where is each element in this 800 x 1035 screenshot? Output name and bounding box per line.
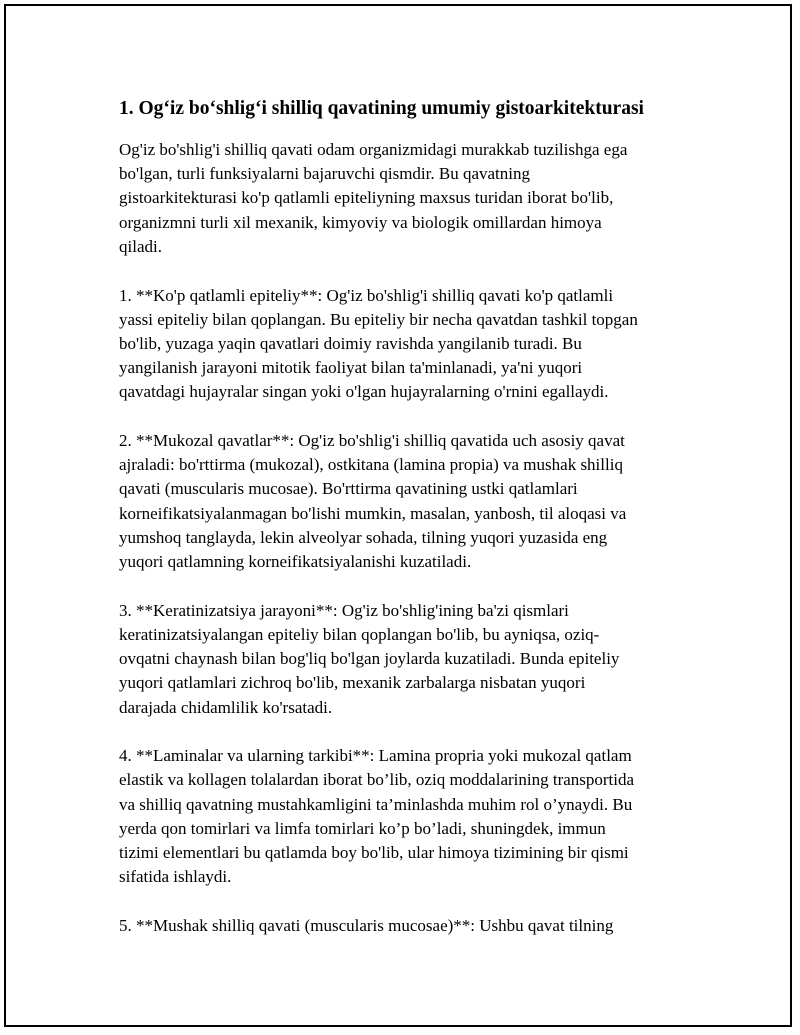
paragraph-item-1 — [119, 284, 689, 405]
text-line: ovqatni chaynash bilan bog'liq bo'lgan joylarda kuzatiladi. Bunda epiteliy — [119, 649, 620, 669]
text-line: yuqori qatlamning korneifikatsiyalanishi kuzatiladi. — [119, 552, 472, 572]
paragraph-item-4 — [119, 744, 689, 889]
text-line: yumshoq tanglayda, lekin alveolyar sohada, tilning yuqori yuzasida eng — [119, 527, 608, 547]
text-line: 2. **Mukozal qavatlar**: Og'iz bo'shlig'i shilliq qavatida uch asosiy qavat — [119, 431, 625, 451]
text-line: qavatdagi hujayralar singan yoki o'lgan hujayralarning o'rnini egallaydi. — [119, 382, 609, 402]
text-line: keratinizatsiyalangan epiteliy bilan qoplangan bo'lib, bu ayniqsa, oziq- — [119, 624, 600, 644]
text-line: Og'iz bo'shlig'i shilliq qavati odam organizmidagi murakkab tuzilishga ega — [119, 140, 628, 159]
text-line: bo'lib, yuzaga yaqin qavatlari doimiy ravishda yangilanib turadi. Bu — [119, 333, 582, 353]
paragraph-item-2 — [119, 429, 689, 574]
paragraph-item-5 — [119, 914, 689, 938]
text-line: korneifikatsiyalanmagan bo'lishi mumkin, masalan, yanbosh, til aloqasi va — [119, 503, 627, 523]
document-body — [119, 96, 689, 963]
text-line: elastik va kollagen tolalardan iborat bo’lib, oziq moddalarining transportida — [119, 770, 635, 790]
text-line: gistoarkitekturasi ko'p qatlamli epiteliyning maxsus turidan iborat bo'lib, — [119, 188, 614, 208]
text-line: 4. **Laminalar va ularning tarkibi**: Lamina propria yoki mukozal qatlam — [119, 746, 632, 766]
text-line: 1. **Ko'p qatlamli epiteliy**: Og'iz bo'shlig'i shilliq qavati ko'p qatlamli — [119, 285, 614, 305]
text-line: 3. **Keratinizatsiya jarayoni**: Og'iz bo'shlig'ining ba'zi qismlari — [119, 600, 569, 620]
text-line: ajraladi: bo'rttirma (mukozal), ostkitana (lamina propia) va mushak shilliq — [119, 455, 623, 475]
paragraph-intro — [119, 138, 689, 259]
text-line: yangilanish jarayoni mitotik faoliyat bilan ta'minlanadi, ya'ni yuqori — [119, 358, 583, 378]
text-line: yassi epiteliy bilan qoplangan. Bu epiteliy bir necha qavatdan tashkil topgan — [119, 309, 638, 329]
text-line: 5. **Mushak shilliq qavati (muscularis mucosae)**: Ushbu qavat tilning — [119, 915, 614, 935]
text-line: va shilliq qavatning mustahkamligini ta’minlashda muhim rol o’ynaydi. Bu — [119, 794, 633, 814]
text-line: sifatida ishlaydi. — [119, 867, 232, 887]
text-line: qiladi. — [119, 236, 162, 256]
text-line: yerda qon tomirlari va limfa tomirlari ko’p bo’ladi, shuningdek, immun — [119, 818, 606, 838]
text-line: tizimi elementlari bu qatlamda boy bo'lib, ular himoya tizimining bir qismi — [119, 843, 629, 863]
text-line: darajada chidamlilik ko'rsatadi. — [119, 697, 333, 717]
text-line: bo'lgan, turli funksiyalarni bajaruvchi qismdir. Bu qavatning — [119, 164, 530, 184]
text-line: organizmni turli xil mexanik, kimyoviy va biologik omillardan himoya — [119, 212, 602, 232]
paragraph-item-3 — [119, 599, 689, 720]
text-line: yuqori qatlamlari zichroq bo'lib, mexanik zarbalarga nisbatan yuqori — [119, 673, 586, 693]
document-title: 1. Og‘iz bo‘shlig‘i shilliq qavatining umumiy gistoarkitekturasi — [119, 98, 644, 119]
text-line: qavati (muscularis mucosae). Bo'rttirma qavatining ustki qatlamlari — [119, 479, 578, 499]
document-page — [4, 4, 792, 1027]
